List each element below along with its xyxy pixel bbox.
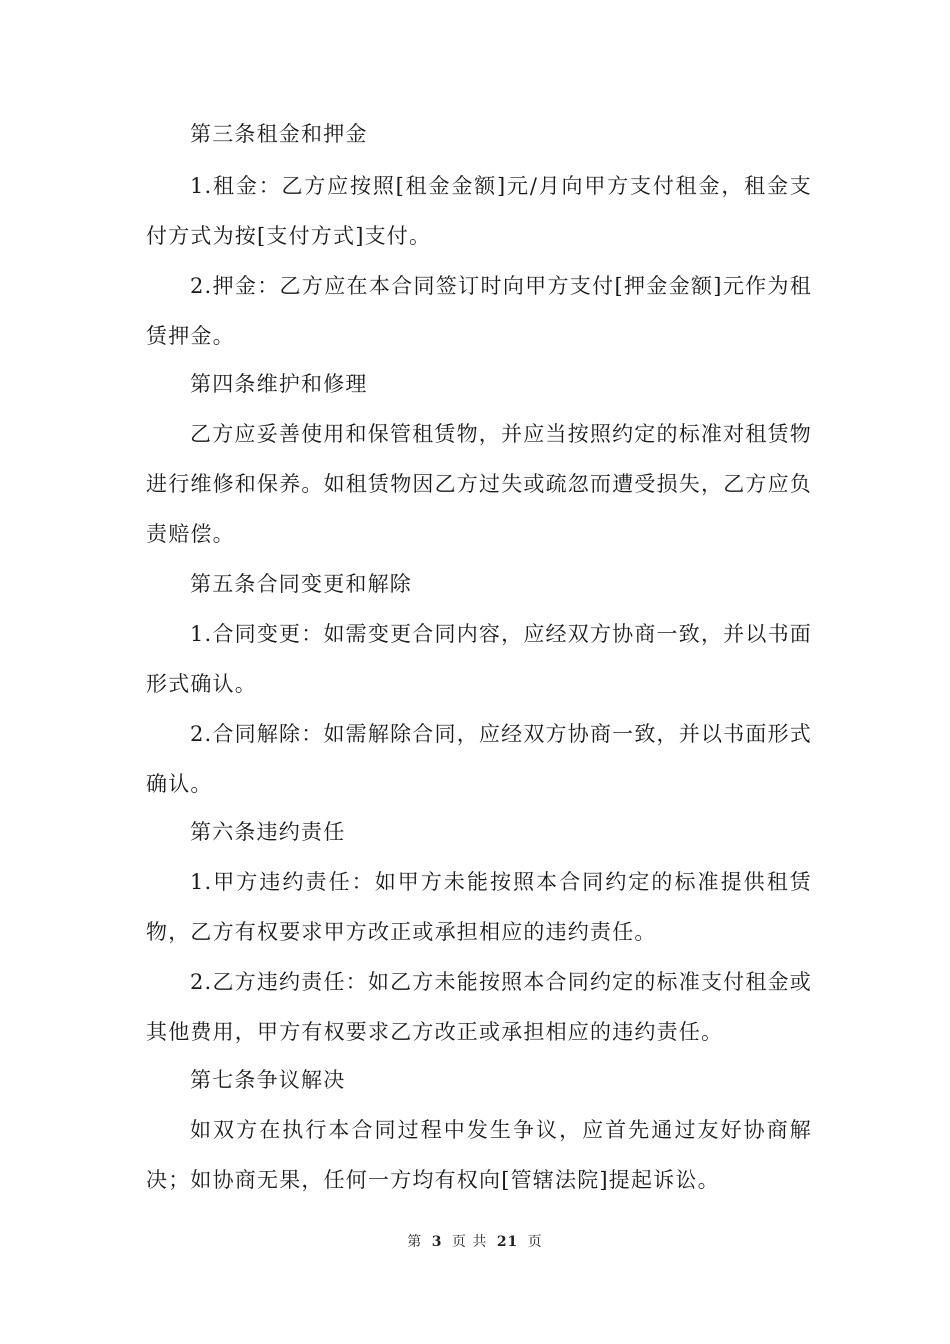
paragraph-termination: 2.合同解除：如需解除合同，应经双方协商一致，并以书面形式确认。 (146, 722, 812, 796)
section-heading-7: 第七条争议解决 (190, 1068, 346, 1092)
footer-suffix: 页 (527, 1234, 543, 1250)
section-heading-6: 第六条违约责任 (190, 820, 346, 844)
footer-prefix: 第 (407, 1234, 423, 1250)
paragraph-deposit: 2.押金：乙方应在本合同签订时向甲方支付[押金金额]元作为租赁押金。 (146, 274, 812, 348)
page-footer (0, 1231, 950, 1251)
paragraph-rent: 1.租金：乙方应按照[租金金额]元/月向甲方支付租金，租金支付方式为按[支付方式]支付。 (146, 174, 812, 248)
footer-middle: 页 共 (451, 1234, 488, 1250)
paragraph-party-a-breach: 1.甲方违约责任：如甲方未能按照本合同约定的标准提供租赁物，乙方有权要求甲方改正或承担相应的违约责任。 (146, 870, 812, 944)
total-page-number: 21 (496, 1234, 519, 1250)
section-heading-3: 第三条租金和押金 (190, 122, 368, 146)
paragraph-maintenance: 乙方应妥善使用和保管租赁物，并应当按照约定的标准对租赁物进行维修和保养。如租赁物因乙方过失或疏忽而遭受损失，乙方应负责赔偿。 (146, 422, 812, 546)
section-heading-5: 第五条合同变更和解除 (190, 572, 412, 596)
paragraph-dispute: 如双方在执行本合同过程中发生争议，应首先通过友好协商解决；如协商无果，任何一方均有权向[管辖法院]提起诉讼。 (146, 1118, 812, 1192)
paragraph-change: 1.合同变更：如需变更合同内容，应经双方协商一致，并以书面形式确认。 (146, 622, 812, 696)
paragraph-party-b-breach: 2.乙方违约责任：如乙方未能按照本合同约定的标准支付租金或其他费用，甲方有权要求乙方改正或承担相应的违约责任。 (146, 970, 812, 1044)
current-page-number: 3 (431, 1234, 443, 1250)
section-heading-4: 第四条维护和修理 (190, 372, 368, 396)
